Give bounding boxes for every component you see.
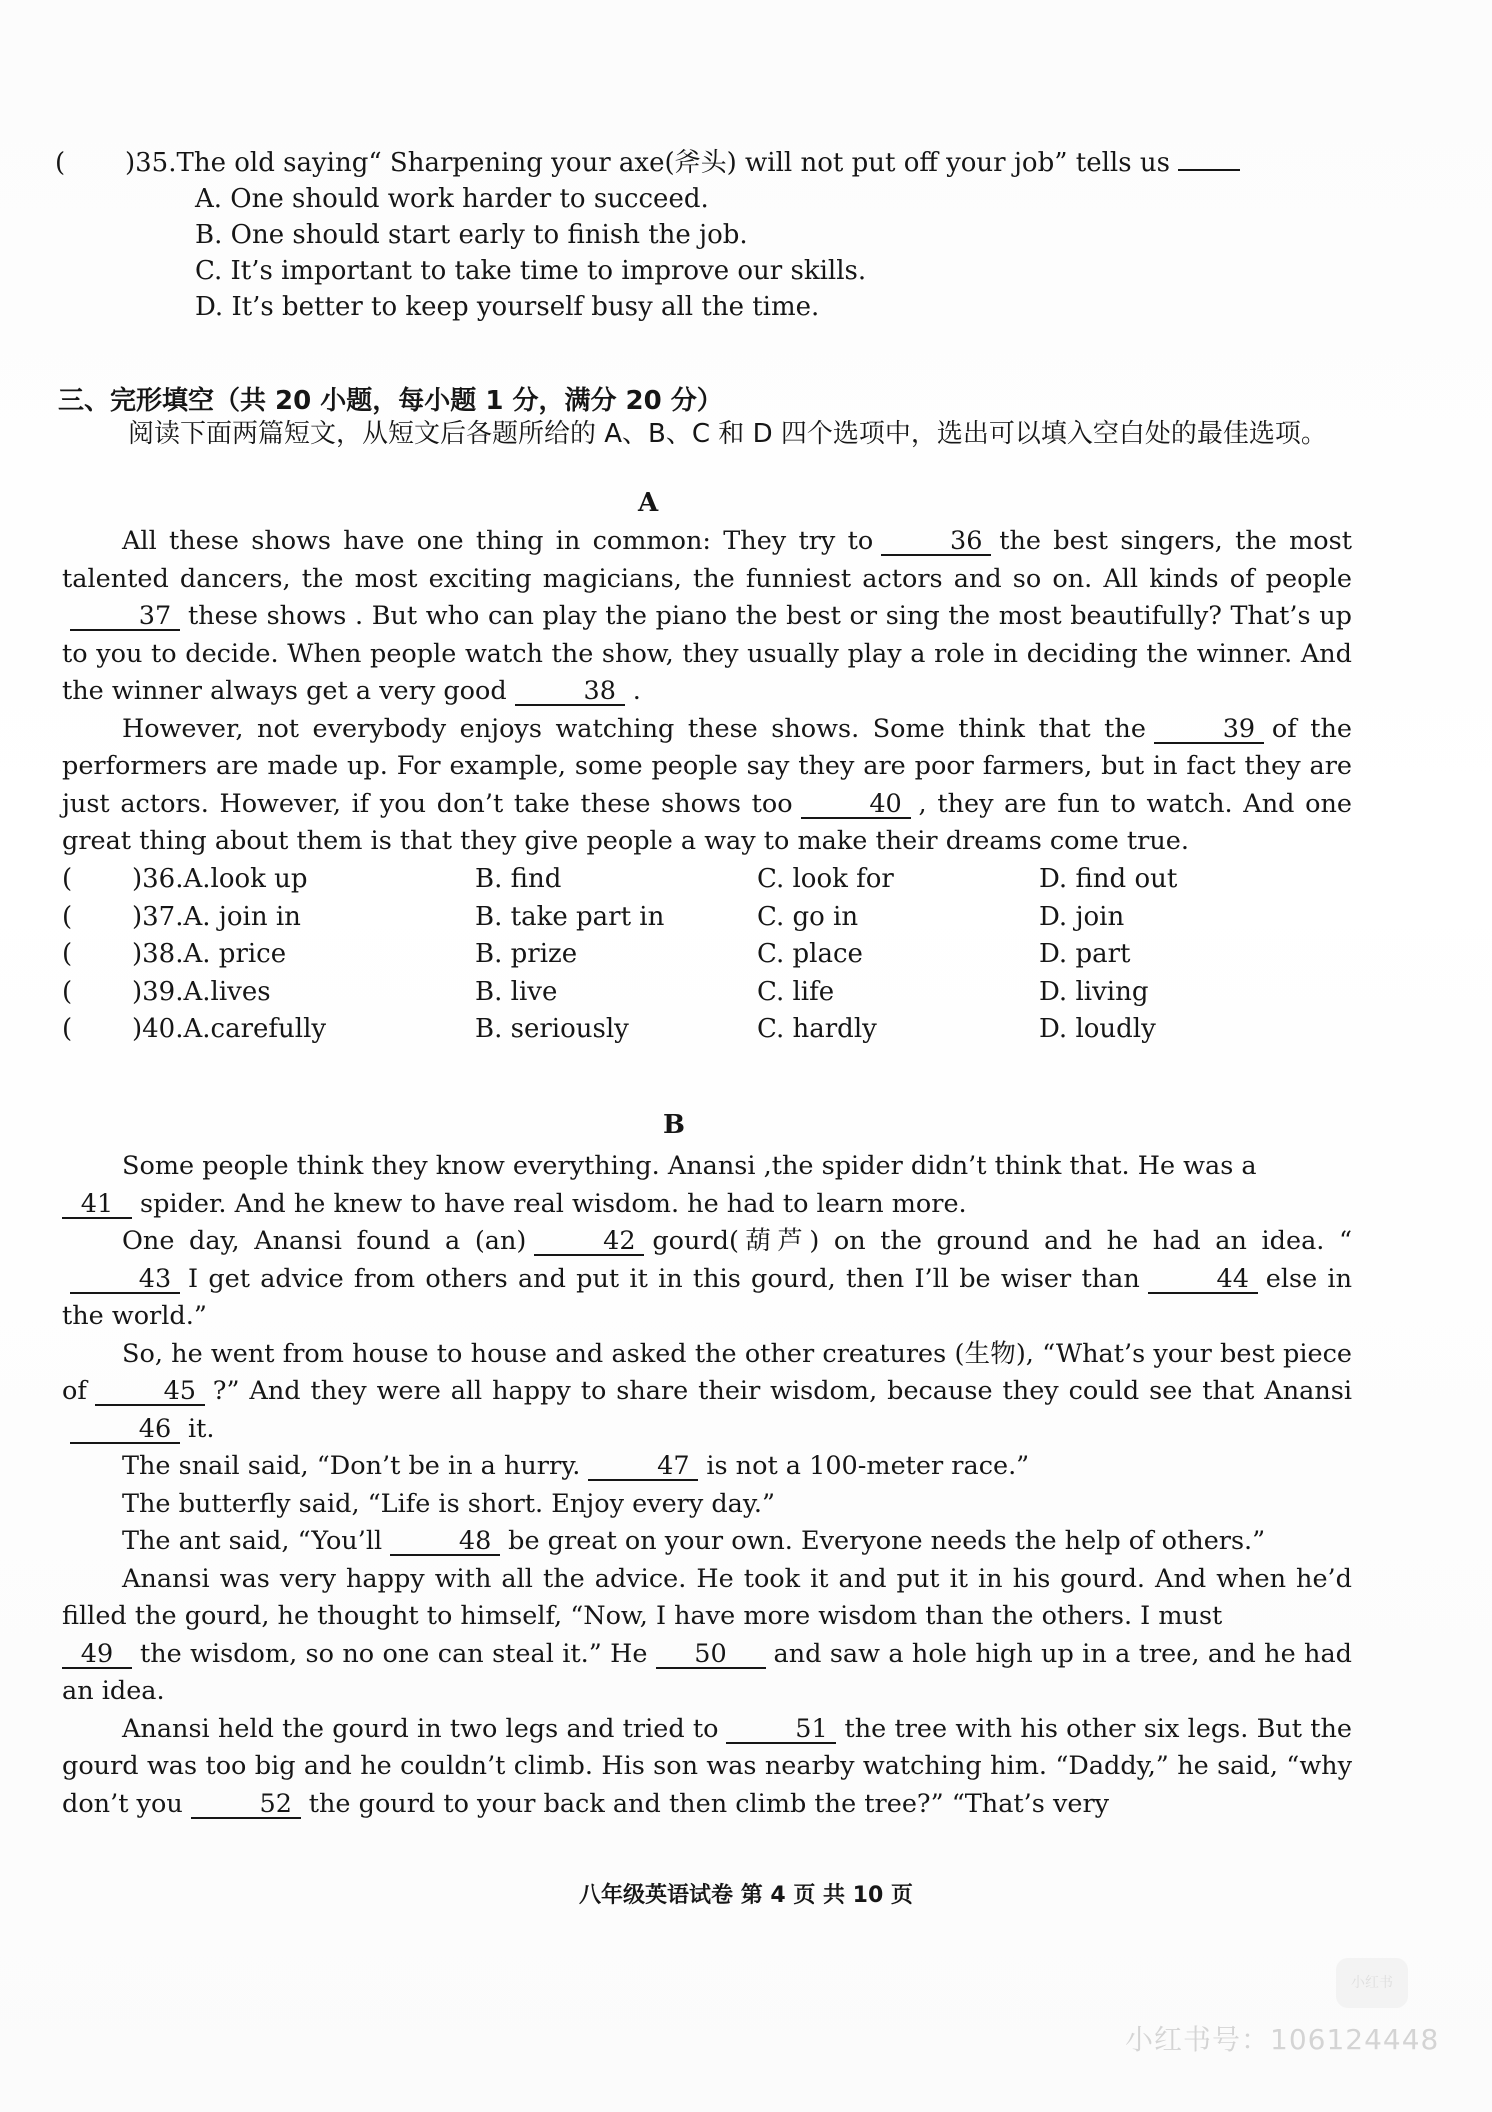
option-c: C. go in (757, 901, 859, 932)
blank-36: 36 (881, 528, 991, 556)
text: the wisdom, so no one can steal it.” He (140, 1638, 648, 1669)
paragraph (62, 1336, 1352, 1449)
question-35 (55, 145, 1240, 325)
passage-b (62, 1148, 1352, 1823)
text: it. (188, 1413, 215, 1444)
page-footer: 八年级英语试卷 第 4 页 共 10 页 (579, 1883, 913, 1908)
option-d: D. join (1039, 901, 1125, 932)
option-b: B. One should start early to finish the job. (195, 220, 748, 250)
paragraph (62, 1711, 1352, 1824)
blank-43: 43 (70, 1266, 180, 1294)
option-b: B. find (475, 864, 562, 894)
option-d: D. loudly (1039, 1014, 1156, 1044)
blank-44: 44 (1148, 1266, 1258, 1294)
paragraph (62, 1186, 1352, 1224)
option-d: D. find out (1039, 864, 1178, 894)
answer-paren: ( (62, 864, 73, 894)
text: the gourd to your back and then climb the tree?” “That’s very (308, 1788, 1110, 1819)
option-b: B. take part in (475, 901, 665, 932)
option-a: )36.A.look up (132, 864, 308, 894)
question-35-text: )35.The old saying“ Sharpening your axe(斧头) will not put off your job” tells us (125, 148, 1170, 178)
choice-row-39 (62, 974, 1352, 1012)
answer-paren: ( (62, 901, 73, 932)
blank-49: 49 (62, 1641, 132, 1669)
option-a: )38.A. price (132, 939, 287, 969)
option-c: C. hardly (757, 1014, 877, 1044)
passage-a (62, 523, 1352, 861)
text: , they are fun to watch. And one great thing about them is that they give people a way to make their dreams come true. (62, 788, 1352, 856)
option-c: C. place (757, 939, 863, 969)
option-c: C. look for (757, 864, 894, 894)
passage-b-title: B (663, 1110, 685, 1140)
text: I get advice from others and put it in this gourd, then I’ll be wiser than (188, 1263, 1140, 1294)
answer-blank (1178, 147, 1240, 171)
paragraph (62, 1448, 1352, 1486)
paragraph (62, 711, 1352, 861)
blank-51: 51 (726, 1716, 836, 1744)
option-c: C. It’s important to take time to improve our skills. (195, 256, 867, 286)
text: spider. And he knew to have real wisdom. he had to learn more. (140, 1188, 967, 1219)
blank-40: 40 (801, 791, 911, 819)
passage-a-title: A (638, 488, 659, 518)
option-c: C. life (757, 976, 835, 1007)
paragraph (62, 1523, 1352, 1561)
option-a: )39.A.lives (132, 976, 271, 1007)
answer-paren: ( (62, 976, 73, 1007)
choice-row-40 (62, 1011, 1352, 1049)
watermark-logo: 小红书 (1336, 1958, 1408, 2008)
text: Anansi held the gourd in two legs and tried to (122, 1713, 719, 1744)
text: ?” And they were all happy to share their wisdom, because they could see that Anansi (212, 1376, 1352, 1406)
section-title: 三、完形填空（共 20 小题，每小题 1 分，满分 20 分） (58, 386, 723, 416)
text: of the performers are made up. For example, some people say they are poor farmers, but in fact they are just actors. However, if you don’t take these shows too (62, 713, 1352, 819)
section-instruction: 阅读下面两篇短文，从短文后各题所给的 A、B、C 和 D 四个选项中，选出可以填入空白处的最佳选项。 (128, 419, 1327, 449)
text: . (632, 676, 641, 706)
paragraph (62, 1636, 1352, 1711)
option-b: B. seriously (475, 1014, 629, 1044)
answer-paren: ( (62, 1014, 73, 1044)
text: So, he went from house to house and asked the other creatures (生物), “What’s your best piece of (62, 1338, 1352, 1406)
option-a: A. One should work harder to succeed. (195, 184, 709, 214)
text: the tree with his other six legs. But the gourd was too big and he couldn’t climb. His son was nearby watching him. “Daddy,” he said, “why don’t you (62, 1713, 1352, 1819)
paragraph (62, 1561, 1352, 1636)
answer-paren: ( (55, 148, 66, 178)
blank-48: 48 (390, 1528, 500, 1556)
paragraph: The butterfly said, “Life is short. Enjoy every day.” (122, 1488, 776, 1519)
text: One day, Anansi found a (an) (122, 1226, 527, 1256)
option-b: B. prize (475, 939, 578, 969)
option-a: )40.A.carefully (132, 1014, 327, 1044)
question-35-stem (55, 145, 1240, 181)
text: gourd(葫芦) on the ground and he had an idea. “ (652, 1226, 1352, 1256)
blank-38: 38 (515, 678, 625, 706)
blank-50: 50 (656, 1641, 766, 1669)
text: be great on your own. Everyone needs the help of others.” (508, 1526, 1266, 1556)
choice-row-38 (62, 936, 1352, 974)
blank-46: 46 (70, 1416, 180, 1444)
option-b: B. live (475, 976, 558, 1007)
answer-paren: ( (62, 939, 73, 969)
text: However, not everybody enjoys watching these shows. Some think that the (122, 713, 1146, 744)
option-d: D. part (1039, 939, 1131, 969)
text: The ant said, “You’ll (122, 1526, 383, 1556)
blank-45: 45 (95, 1378, 205, 1406)
text: these shows . But who can play the piano the best or sing the most beautifully? That’s up to you to decide. When people watch the show, they usually play a role in deciding the winner. And the winner always get a very good (62, 601, 1352, 706)
blank-37: 37 (70, 603, 180, 631)
text: Anansi was very happy with all the advice. He took it and put it in his gourd. And when he’d filled the gourd, he thought to himself, “Now, I have more wisdom than the others. I must (62, 1563, 1352, 1631)
paragraph (62, 1223, 1352, 1336)
option-a: )37.A. join in (132, 901, 301, 932)
blank-47: 47 (588, 1453, 698, 1481)
option-d: D. It’s better to keep yourself busy all the time. (195, 292, 820, 322)
blank-39: 39 (1154, 716, 1264, 744)
text: and saw a hole high up in a tree, and he had an idea. (62, 1638, 1352, 1706)
text: All these shows have one thing in common: They try to (122, 526, 874, 556)
blank-41: 41 (62, 1191, 132, 1219)
text: the best singers, the most talented dancers, the most exciting magicians, the funniest actors and so on. All kinds of people (62, 526, 1352, 594)
text: Some people think they know everything. Anansi ,the spider didn’t think that. He was a (122, 1151, 1257, 1181)
text: is not a 100-meter race.” (706, 1451, 1030, 1481)
choices-a (62, 861, 1352, 1049)
option-d: D. living (1039, 976, 1149, 1007)
blank-52: 52 (191, 1791, 301, 1819)
text: The snail said, “Don’t be in a hurry. (122, 1451, 581, 1481)
paragraph (62, 1148, 1352, 1186)
text: else in the world.” (62, 1263, 1352, 1331)
choice-row-37 (62, 899, 1352, 937)
paragraph (62, 523, 1352, 711)
blank-42: 42 (534, 1228, 644, 1256)
choice-row-36 (62, 861, 1352, 899)
watermark-text: 小红书号：106124448 (1125, 2023, 1440, 2056)
